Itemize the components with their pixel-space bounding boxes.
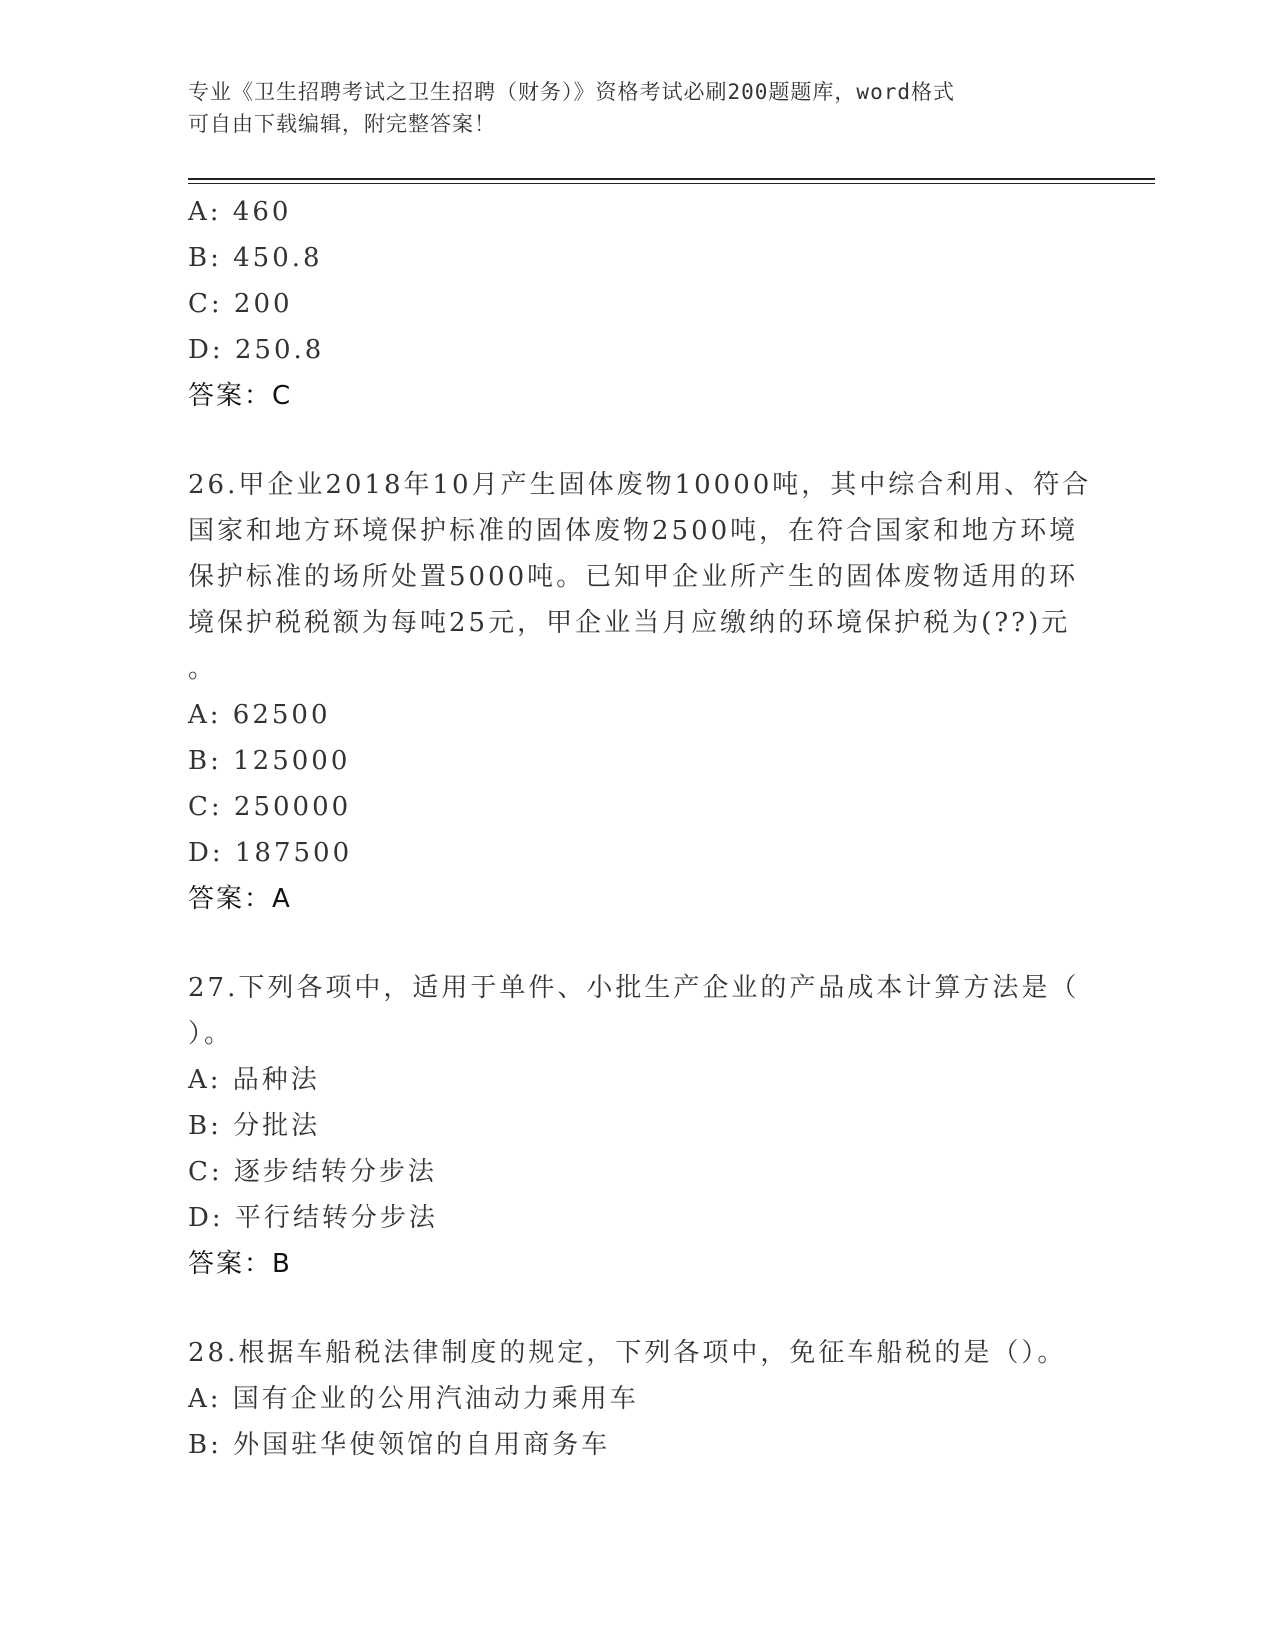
option-a: A: 62500 <box>188 700 331 730</box>
question-text-line: 26.甲企业2018年10月产生固体废物10000吨，其中综合利用、符合 <box>188 470 1092 500</box>
option-d: D: 187500 <box>188 838 353 868</box>
document-header <box>188 76 1088 140</box>
answer-line: 答案：A <box>188 884 292 914</box>
option-d: D: 250.8 <box>188 335 325 365</box>
question-26-stem <box>188 462 1092 692</box>
option-c: C: 250000 <box>188 792 352 822</box>
question-text-line: 国家和地方环境保护标准的固体废物2500吨，在符合国家和地方环境 <box>188 516 1079 546</box>
option-a: A: 国有企业的公用汽油动力乘用车 <box>188 1384 639 1414</box>
option-b: B: 125000 <box>188 746 351 776</box>
question-26-block <box>188 462 1092 922</box>
option-b: B: 外国驻华使领馆的自用商务车 <box>188 1430 611 1460</box>
question-28-block <box>188 1330 1088 1468</box>
document-body <box>188 189 1092 1468</box>
option-a: A: 品种法 <box>188 1065 320 1095</box>
question-25-block <box>188 189 1088 419</box>
header-title-line-1: 专业《卫生招聘考试之卫生招聘（财务）》资格考试必刷200题题库，word格式 <box>188 80 955 104</box>
answer-line: 答案：C <box>188 381 293 411</box>
option-d: D: 平行结转分步法 <box>188 1203 438 1233</box>
question-27-block <box>188 965 1088 1287</box>
answer-line: 答案：B <box>188 1249 292 1279</box>
option-b: B: 450.8 <box>188 243 323 273</box>
header-title-line-2: 可自由下载编辑，附完整答案！ <box>188 112 496 136</box>
header-divider-thin <box>188 183 1155 184</box>
question-text-line: 28.根据车船税法律制度的规定，下列各项中，免征车船税的是（）。 <box>188 1338 1067 1368</box>
question-text-line: 。 <box>188 654 218 684</box>
spacer <box>188 922 1088 965</box>
option-a: A: 460 <box>188 197 292 227</box>
question-text-line: 27.下列各项中，适用于单件、小批生产企业的产品成本计算方法是（ <box>188 973 1080 1003</box>
spacer <box>188 419 1088 462</box>
question-text-line: 境保护税税额为每吨25元，甲企业当月应缴纳的环境保护税为(??)元 <box>188 608 1071 638</box>
option-b: B: 分批法 <box>188 1111 321 1141</box>
option-c: C: 逐步结转分步法 <box>188 1157 437 1187</box>
option-c: C: 200 <box>188 289 293 319</box>
question-text-line: 保护标准的场所处置5000吨。已知甲企业所产生的固体废物适用的环 <box>188 562 1079 592</box>
header-divider-thick <box>188 178 1155 180</box>
question-28-stem <box>188 1330 1078 1376</box>
spacer <box>188 1287 1088 1330</box>
question-27-stem <box>188 965 1078 1057</box>
question-text-line: ）。 <box>188 1019 234 1049</box>
